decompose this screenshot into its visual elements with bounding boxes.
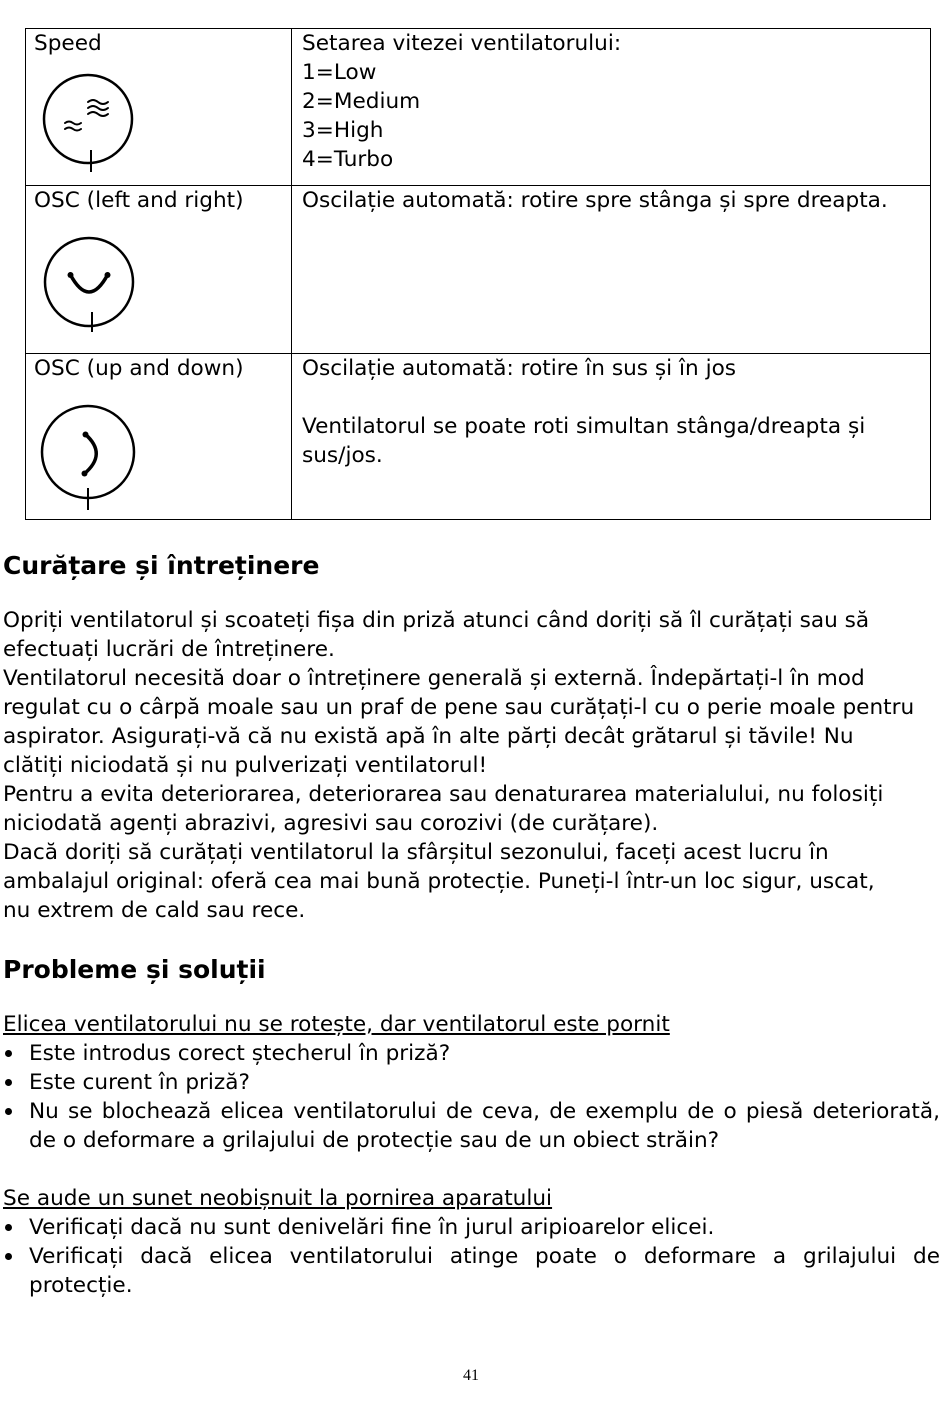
description-text: Setarea vitezei ventilatorului: xyxy=(302,31,622,56)
oscillation-left-right-icon xyxy=(41,234,141,336)
bullet-icon xyxy=(5,1079,12,1086)
list-item-text: Este introdus corect ștecherul în priză? xyxy=(29,1041,451,1066)
bullet-icon xyxy=(5,1253,12,1260)
paragraph-line: Ventilatorul necesită doar o întreținere generală și externă. Îndepărtați-l în mod xyxy=(3,666,865,691)
table-row-speed xyxy=(26,29,930,185)
section-heading-cleaning: Curățare și întreținere xyxy=(3,551,320,580)
description-cell-osc-up-down xyxy=(292,354,930,519)
problem-block-fan-not-rotating xyxy=(3,1010,940,1155)
paragraph-line: Pentru a evita deteriorarea, deteriorarea sau denaturarea materialului, nu folosiți xyxy=(3,782,884,807)
paragraph-line: niciodată agenți abrazivi, agresivi sau corozivi (de curățare). xyxy=(3,811,659,836)
paragraph-line: aspirator. Asigurați-vă că nu există apă în alte părți decât grătarul și tăvile! Nu xyxy=(3,724,854,749)
cleaning-paragraph xyxy=(3,606,914,925)
airflow-waves-large xyxy=(88,100,108,116)
feature-label-speed: Speed xyxy=(34,31,102,56)
problem-title: Se aude un sunet neobișnuit la pornirea aparatului xyxy=(3,1186,553,1211)
oscillation-up-down-icon xyxy=(38,402,142,512)
list-item-text: Este curent în priză? xyxy=(29,1070,250,1095)
table-row-osc-left-right xyxy=(26,185,930,353)
swing-arc-end xyxy=(83,432,89,438)
paragraph-line: Dacă doriți să curățați ventilatorul la sfârșitul sezonului, faceți acest lucru în xyxy=(3,840,829,865)
list-item-text: protecție. xyxy=(29,1273,133,1298)
description-cell-osc-left-right xyxy=(292,186,930,353)
list-item xyxy=(3,1213,940,1242)
table-row-osc-up-down xyxy=(26,353,930,519)
icon-ring xyxy=(42,406,134,498)
list-item xyxy=(3,1039,940,1068)
section-heading-troubleshooting: Probleme și soluții xyxy=(3,955,266,984)
feature-table xyxy=(25,28,931,520)
paragraph-line: ambalajul original: oferă cea mai bună protecție. Puneți-l într-un loc sigur, uscat, xyxy=(3,869,875,894)
list-item xyxy=(3,1097,940,1155)
page-number: 41 xyxy=(463,1367,479,1384)
icon-ring xyxy=(44,75,132,163)
feature-label-osc-left-right: OSC (left and right) xyxy=(34,188,244,213)
description-text: Oscilație automată: rotire spre stânga și spre dreapta. xyxy=(302,188,888,213)
list-item-text: Nu se blochează elicea ventilatorului de ceva, de exemplu de o piesă deteriorată, xyxy=(29,1099,940,1124)
swing-arc xyxy=(70,274,108,292)
description-note: Ventilatorul se poate roti simultan stânga/dreapta și xyxy=(302,414,866,439)
list-item xyxy=(3,1068,940,1097)
bullet-icon xyxy=(5,1050,12,1057)
list-item-text: de o deformare a grilajului de protecție sau de un obiect străin? xyxy=(29,1128,720,1153)
feature-cell-osc-up-down xyxy=(26,354,292,519)
airflow-waves-small xyxy=(65,122,81,131)
icon-ring xyxy=(45,238,133,326)
speed-option: 1=Low xyxy=(302,60,377,85)
feature-label-osc-up-down: OSC (up and down) xyxy=(34,356,244,381)
paragraph-line: regulat cu o cârpă moale sau un praf de pene sau curățați-l cu o perie moale pentru xyxy=(3,695,915,720)
speed-option: 3=High xyxy=(302,118,384,143)
swing-arc-end xyxy=(82,471,88,477)
list-item-text: Verificați dacă nu sunt denivelări fine în jurul aripioarelor elicei. xyxy=(29,1215,715,1240)
list-item-text: Verificați dacă elicea ventilatorului atinge poate o deformare a grilajului de xyxy=(29,1244,940,1269)
description-text: Oscilație automată: rotire în sus și în jos xyxy=(302,356,737,381)
swing-arc-end xyxy=(68,272,74,278)
feature-cell-osc-left-right xyxy=(26,186,292,353)
description-note: sus/jos. xyxy=(302,443,383,468)
bullet-icon xyxy=(5,1108,12,1115)
paragraph-line: efectuați lucrări de întreținere. xyxy=(3,637,335,662)
bullet-icon xyxy=(5,1224,12,1231)
list-item xyxy=(3,1242,940,1300)
speed-option: 2=Medium xyxy=(302,89,421,114)
paragraph-line: Opriți ventilatorul și scoateți fișa din priză atunci când doriți să îl curățați sau să xyxy=(3,608,870,633)
fan-speed-icon xyxy=(38,71,142,177)
paragraph-line: clătiți niciodată și nu pulverizați ventilatorul! xyxy=(3,753,488,778)
speed-option: 4=Turbo xyxy=(302,147,394,172)
problem-title: Elicea ventilatorului nu se rotește, dar ventilatorul este pornit xyxy=(3,1012,670,1037)
problem-block-unusual-noise xyxy=(3,1184,940,1300)
swing-arc-end xyxy=(105,272,111,278)
swing-arc xyxy=(84,434,96,474)
paragraph-line: nu extrem de cald sau rece. xyxy=(3,898,306,923)
description-cell-speed xyxy=(292,29,930,185)
feature-cell-speed xyxy=(26,29,292,185)
